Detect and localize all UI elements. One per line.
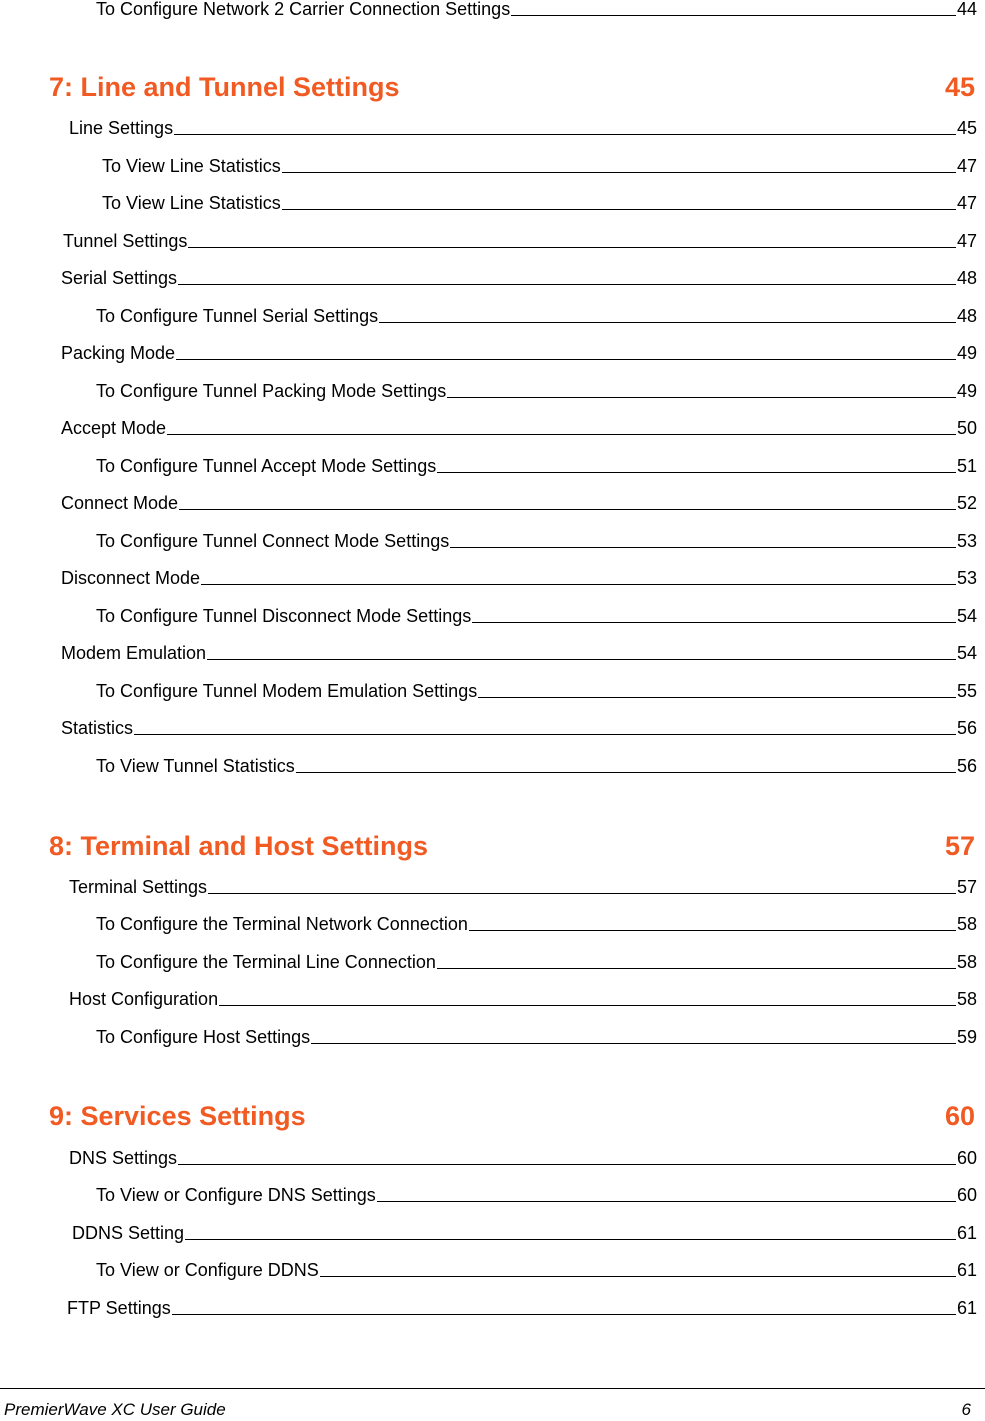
- toc-entry-page: 55: [956, 681, 977, 701]
- toc-entry-label: Connect Mode: [61, 493, 179, 513]
- toc-entry-page: 58: [956, 914, 977, 934]
- toc-entry[interactable]: [61, 417, 977, 439]
- toc-entry[interactable]: [61, 492, 977, 514]
- toc-entry[interactable]: [96, 951, 977, 973]
- chapter-title: 8: Terminal and Host Settings: [49, 831, 429, 861]
- toc-entry-page: 58: [956, 989, 977, 1009]
- toc-entry-label: Terminal Settings: [69, 877, 208, 897]
- dot-leader: [377, 1201, 956, 1202]
- toc-entry-label: Accept Mode: [61, 418, 167, 438]
- dot-leader: [179, 509, 956, 510]
- dot-leader: [320, 1276, 956, 1277]
- dot-leader: [450, 547, 956, 548]
- toc-entry[interactable]: [96, 605, 977, 627]
- toc-entry[interactable]: [102, 155, 977, 177]
- toc-entry-page: 61: [956, 1223, 977, 1243]
- toc-entry[interactable]: [96, 755, 977, 777]
- toc-entry-page: 56: [956, 718, 977, 738]
- toc-entry-label: Tunnel Settings: [63, 231, 188, 251]
- dot-leader: [174, 134, 956, 135]
- toc-entry-label: DDNS Setting: [72, 1223, 185, 1243]
- toc-entry-label: Packing Mode: [61, 343, 176, 363]
- toc-entry-label: To View or Configure DDNS: [96, 1260, 319, 1280]
- toc-entry[interactable]: [96, 380, 977, 402]
- toc-entry-page: 49: [956, 381, 977, 401]
- toc-entry-label: Line Settings: [69, 118, 174, 138]
- toc-entry-label: To Configure Tunnel Serial Settings: [96, 306, 379, 326]
- chapter-heading[interactable]: [49, 829, 975, 863]
- toc-entry-label: To Configure Tunnel Packing Mode Settings: [96, 381, 447, 401]
- toc-entry-page: 50: [956, 418, 977, 438]
- dot-leader: [178, 1164, 956, 1165]
- toc-entry-page: 47: [956, 231, 977, 251]
- footer-title: PremierWave XC User Guide: [4, 1400, 226, 1419]
- toc-entry-label: Modem Emulation: [61, 643, 207, 663]
- toc-entry-page: 48: [956, 268, 977, 288]
- chapter-page: 45: [944, 72, 975, 102]
- toc-entry[interactable]: [67, 1297, 977, 1319]
- footer-page-number: 6: [961, 1400, 971, 1419]
- toc-entry-label: To View Line Statistics: [102, 193, 281, 213]
- toc-entry[interactable]: [69, 988, 977, 1010]
- dot-leader: [201, 584, 956, 585]
- dot-leader: [511, 15, 956, 16]
- toc-entry[interactable]: [102, 192, 977, 214]
- toc-entry-page: 60: [956, 1185, 977, 1205]
- toc-entry[interactable]: [96, 305, 977, 327]
- dot-leader: [219, 1005, 956, 1006]
- toc-entry-label: FTP Settings: [67, 1298, 171, 1318]
- chapter-heading[interactable]: [49, 1099, 975, 1133]
- dot-leader: [207, 659, 956, 660]
- toc-entry-page: 53: [956, 531, 977, 551]
- toc-entry[interactable]: [63, 230, 977, 252]
- toc-entry-page: 52: [956, 493, 977, 513]
- footer-rule: [0, 1388, 985, 1389]
- chapter-page: 60: [944, 1101, 975, 1131]
- dot-leader: [178, 284, 956, 285]
- dot-leader: [311, 1043, 956, 1044]
- toc-entry-page: 54: [956, 606, 977, 626]
- dot-leader: [447, 397, 956, 398]
- dot-leader: [134, 734, 956, 735]
- toc-entry[interactable]: [69, 1147, 977, 1169]
- toc-entry-page: 47: [956, 193, 977, 213]
- toc-entry[interactable]: [96, 913, 977, 935]
- chapter-title: 7: Line and Tunnel Settings: [49, 72, 400, 102]
- dot-leader: [437, 472, 956, 473]
- dot-leader: [176, 359, 956, 360]
- dot-leader: [188, 247, 956, 248]
- toc-entry[interactable]: [69, 117, 977, 139]
- chapter-page: 57: [944, 831, 975, 861]
- toc-entry-page: 47: [956, 156, 977, 176]
- toc-entry[interactable]: [61, 717, 977, 739]
- toc-entry-label: To Configure Tunnel Disconnect Mode Settings: [96, 606, 472, 626]
- toc-entry[interactable]: [61, 642, 977, 664]
- dot-leader: [478, 697, 956, 698]
- toc-entry-label: Statistics: [61, 718, 134, 738]
- toc-entry[interactable]: [96, 455, 977, 477]
- toc-entry-page: 59: [956, 1027, 977, 1047]
- chapter-title: 9: Services Settings: [49, 1101, 306, 1131]
- toc-entry[interactable]: [96, 1184, 977, 1206]
- toc-entry-page: 48: [956, 306, 977, 326]
- toc-entry-label: To View or Configure DNS Settings: [96, 1185, 376, 1205]
- dot-leader: [437, 968, 956, 969]
- toc-entry-page: 49: [956, 343, 977, 363]
- dot-leader: [379, 322, 956, 323]
- toc-entry-page: 61: [956, 1260, 977, 1280]
- toc-entry-label: Host Configuration: [69, 989, 219, 1009]
- toc-entry-label: To Configure Tunnel Connect Mode Settings: [96, 531, 450, 551]
- toc-entry-label: To Configure Host Settings: [96, 1027, 311, 1047]
- toc-entry[interactable]: [96, 0, 977, 20]
- toc-entry[interactable]: [61, 567, 977, 589]
- toc-entry-label: To Configure the Terminal Network Connection: [96, 914, 468, 934]
- dot-leader: [185, 1239, 956, 1240]
- toc-entry[interactable]: [96, 530, 977, 552]
- toc-entry-page: 58: [956, 952, 977, 972]
- toc-entry-page: 44: [956, 0, 977, 19]
- toc-entry-page: 54: [956, 643, 977, 663]
- toc-entry-page: 57: [956, 877, 977, 897]
- dot-leader: [282, 172, 956, 173]
- toc-entry-label: To Configure the Terminal Line Connection: [96, 952, 436, 972]
- toc-entry-page: 51: [956, 456, 977, 476]
- toc-entry[interactable]: [96, 1026, 977, 1048]
- toc-entry-label: To View Line Statistics: [102, 156, 281, 176]
- toc-entry-page: 60: [956, 1148, 977, 1168]
- toc-entry-label: Serial Settings: [61, 268, 178, 288]
- toc-entry-page: 53: [956, 568, 977, 588]
- dot-leader: [472, 622, 956, 623]
- toc-entry[interactable]: [96, 680, 977, 702]
- toc-entry-label: To Configure Tunnel Accept Mode Settings: [96, 456, 437, 476]
- toc-entry-label: To Configure Tunnel Modem Emulation Settings: [96, 681, 478, 701]
- dot-leader: [172, 1314, 956, 1315]
- toc-entry[interactable]: [61, 342, 977, 364]
- dot-leader: [167, 434, 956, 435]
- toc-entry[interactable]: [61, 267, 977, 289]
- chapter-heading[interactable]: [49, 70, 975, 104]
- toc-entry-label: Disconnect Mode: [61, 568, 201, 588]
- toc-entry[interactable]: [72, 1222, 977, 1244]
- toc-entry-label: To View Tunnel Statistics: [96, 756, 295, 776]
- toc-entry-page: 45: [956, 118, 977, 138]
- toc-entry-label: DNS Settings: [69, 1148, 178, 1168]
- toc-entry-page: 56: [956, 756, 977, 776]
- dot-leader: [296, 772, 956, 773]
- dot-leader: [469, 930, 956, 931]
- toc-entry-page: 61: [956, 1298, 977, 1318]
- toc-entry[interactable]: [69, 876, 977, 898]
- dot-leader: [282, 209, 956, 210]
- toc-entry-label: To Configure Network 2 Carrier Connection Settings: [96, 0, 511, 19]
- toc-entry[interactable]: [96, 1259, 977, 1281]
- dot-leader: [208, 893, 956, 894]
